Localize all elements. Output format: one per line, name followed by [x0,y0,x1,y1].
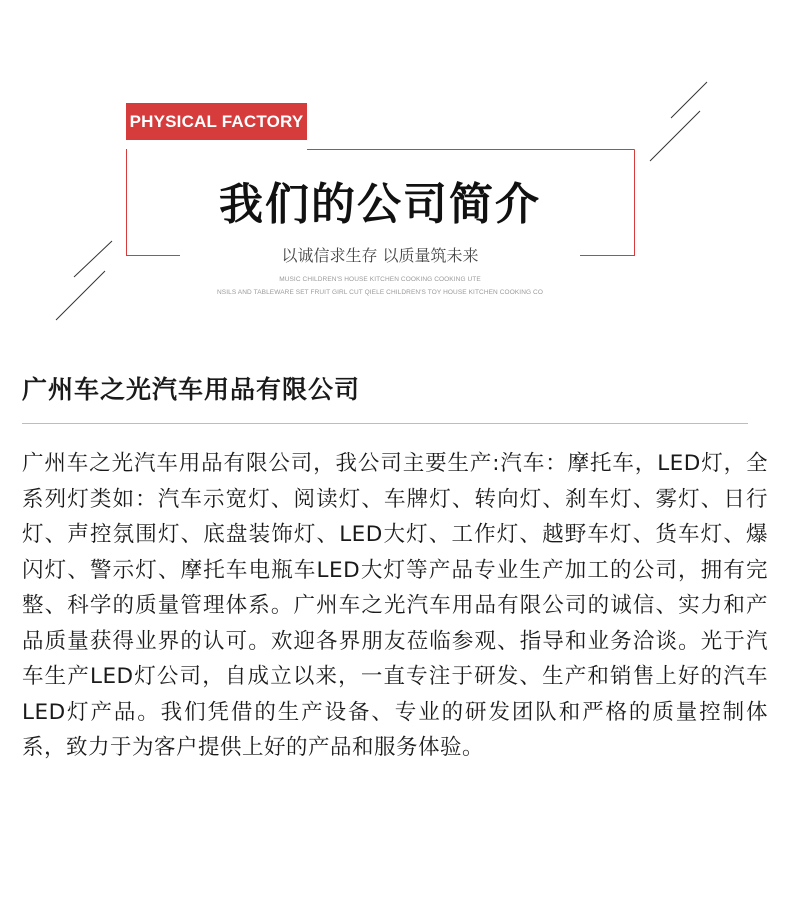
diagonal-stroke [74,241,112,277]
diagonal-stroke [56,271,105,320]
slogan: 以诚信求生存 以质量筑未来 [281,246,479,265]
section-title: 我们的公司简介 [219,179,541,230]
physical-factory-badge: PHYSICAL FACTORY [126,103,307,140]
english-caption-line-2: NSILS AND TABLEWARE SET FRUIT GIRL CUT QIELE CHILDREN'S TOY HOUSE KITCHEN COOKING CO [216,289,544,296]
company-description: 广州车之光汽车用品有限公司，我公司主要生产:汽车：摩托车，LED灯，全系列灯类如：汽车示宽灯、阅读灯、车牌灯、转向灯、刹车灯、雾灯、日行灯、声控氛围灯、底盘装饰灯、LED大灯、工作灯、越野车灯、货车灯、爆闪灯、警示灯、摩托车电瓶车LED大灯等产品专业生产加工的公司，拥有完整、科学的质量管理体系。广州车之光汽车用品有限公司的诚信、实力和产品质量获得业界的认可。欢迎各界朋友莅临参观、指导和业务洽谈。光于汽车生产LED灯公司，自成立以来，一直专注于研发、生产和销售上好的汽车LED灯产品。我们凭借的生产设备、专业的研发团队和严格的质量控制体系，致力于为客户提供上好的产品和服务体验。 [22,451,768,760]
divider [22,423,748,424]
company-name-heading: 广州车之光汽车用品有限公司 [22,375,361,404]
diagonal-stroke [671,82,707,118]
diagonal-stroke [650,111,700,161]
english-caption-line-1: MUSIC CHILDREN'S HOUSE KITCHEN COOKING COOKING UTE [279,276,481,283]
